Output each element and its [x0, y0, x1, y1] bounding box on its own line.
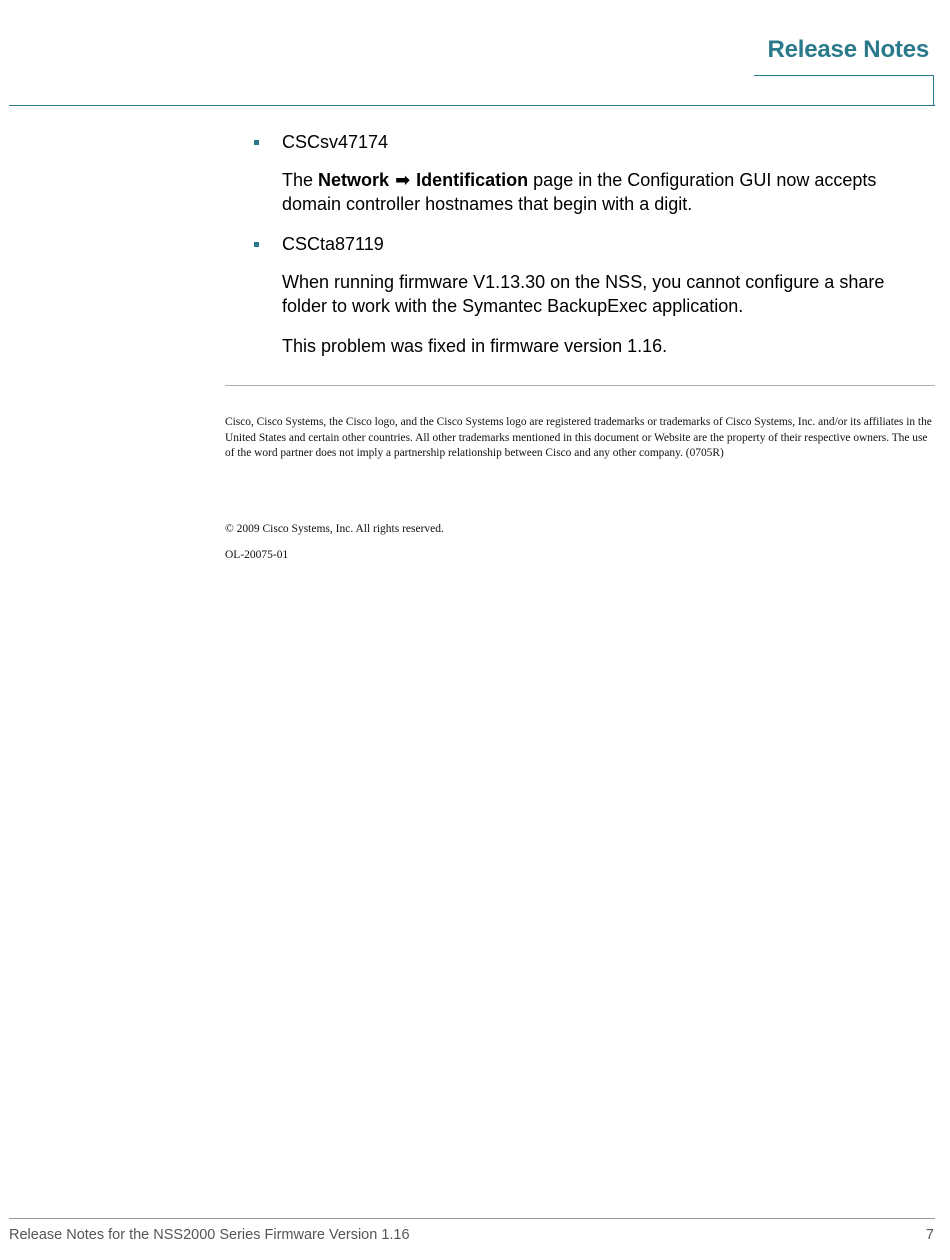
page-header-title: Release Notes: [767, 36, 929, 63]
document-number: OL-20075-01: [225, 549, 289, 561]
menu-path-identification: Identification: [416, 170, 529, 190]
bullet-square-icon: [254, 140, 259, 145]
bug-id: CSCta87119: [282, 234, 384, 254]
header-bracket: [754, 75, 934, 105]
release-notes-list: [282, 130, 932, 374]
content-divider: [225, 385, 935, 386]
footer-divider: [9, 1218, 935, 1219]
page-number: 7: [925, 1227, 934, 1243]
menu-path-network: Network: [318, 170, 390, 190]
bug-description: When running firmware V1.13.30 on the NSS, you cannot configure a share folder to work with the Symantec BackupExec application.: [282, 272, 885, 316]
copyright-notice: © 2009 Cisco Systems, Inc. All rights reserved.: [225, 523, 444, 535]
bug-resolution: This problem was fixed in firmware version 1.16.: [282, 336, 668, 356]
right-arrow-icon: ➡: [395, 170, 411, 190]
footer-title: Release Notes for the NSS2000 Series Firmware Version 1.16: [9, 1227, 410, 1243]
bullet-item-cscta87119: [282, 232, 932, 256]
bullet-item-cscsv47174: [282, 130, 932, 154]
description-suffix: page in the Configuration GUI now accepts domain controller hostnames that begin with a digit.: [282, 170, 877, 214]
bug-description: [282, 168, 932, 216]
bug-id: CSCsv47174: [282, 132, 389, 152]
description-prefix: The: [282, 170, 319, 190]
bullet-square-icon: [254, 242, 259, 247]
header-divider: [9, 105, 935, 106]
trademark-notice: Cisco, Cisco Systems, the Cisco logo, and the Cisco Systems logo are registered trademarks or trademarks of Cisco Systems, Inc. and/or its affiliates in the United States and certain other countries. All other trademarks mentioned in this document or Website are the property of their respective owners. The use of the word partner does not imply a partnership relationship between Cisco and any other company. (0705R): [225, 416, 932, 459]
